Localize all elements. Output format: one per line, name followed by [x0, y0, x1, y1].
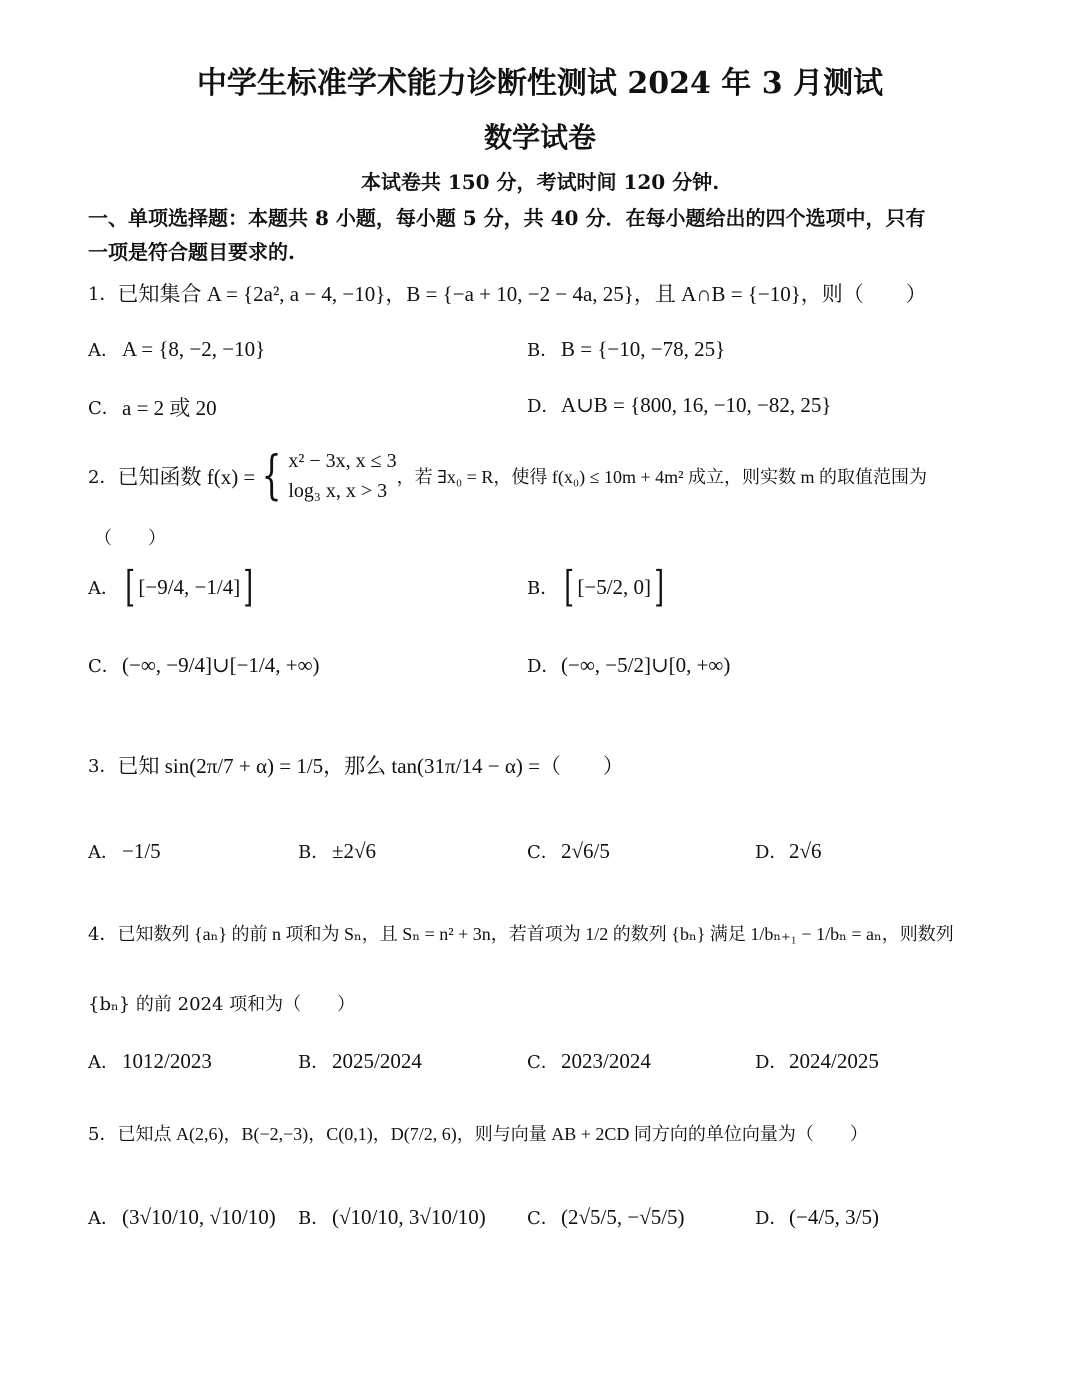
- q4-option-a-text: 1012/2023: [122, 1048, 212, 1073]
- question-4: [88, 920, 954, 946]
- exam-subtitle: 数学试卷: [483, 121, 596, 154]
- q2-option-c-text: (−∞, −9/4]∪[−1/4, +∞): [122, 652, 320, 677]
- option-label: B．: [527, 578, 559, 599]
- section-heading-line2: 一项是符合题目要求的.: [88, 240, 295, 264]
- option-label: C．: [527, 1208, 559, 1229]
- option-label: D．: [755, 1208, 788, 1229]
- question-4-stem: 已知数列 {aₙ} 的前 n 项和为 Sₙ，且 Sₙ = n² + 3n，若首项为 1/2 的数列 {bₙ} 满足 1/bₙ₊₁ − 1/bₙ = aₙ，则数列: [117, 924, 954, 944]
- q4-option-c[interactable]: [527, 1048, 651, 1074]
- q3-option-a[interactable]: [88, 838, 161, 864]
- case-1: x² − 3x, x ≤ 3: [288, 450, 397, 472]
- piecewise-cases: [288, 446, 396, 506]
- q3-option-d-text: 2√6: [789, 838, 822, 863]
- question-3-stem: 已知 sin(2π/7 + α) = 1/5，那么 tan(31π/14 − α) =（ ）: [117, 754, 624, 778]
- q3-option-b[interactable]: [298, 838, 376, 864]
- q2-option-b[interactable]: [527, 562, 667, 611]
- section-heading-line1: 一、单项选择题：本题共 8 小题，每小题 5 分，共 40 分．在每小题给出的四个选项中，只有: [88, 206, 926, 230]
- q5-option-a[interactable]: [88, 1204, 276, 1230]
- option-label: A．: [88, 1052, 119, 1073]
- q2-option-b-text: [−5/2, 0]: [577, 574, 652, 599]
- question-2-stem-part1: 已知函数 f(x) =: [117, 465, 256, 489]
- bracket-icon: [: [125, 562, 136, 611]
- option-label: D．: [527, 656, 560, 677]
- option-label: B．: [527, 340, 559, 361]
- question-5-number: 5．: [88, 1124, 118, 1145]
- question-1-number: 1．: [88, 284, 118, 305]
- option-label: A．: [88, 842, 119, 863]
- cases-brace: {: [261, 446, 282, 506]
- option-label: D．: [755, 842, 788, 863]
- q1-option-b[interactable]: [527, 336, 725, 362]
- q1-option-d[interactable]: [527, 392, 831, 418]
- q2-option-c[interactable]: [88, 652, 320, 678]
- option-label: C．: [88, 656, 120, 677]
- q3-option-c[interactable]: [527, 838, 610, 864]
- q3-option-c-text: 2√6/5: [561, 838, 610, 863]
- q4-option-b[interactable]: [298, 1048, 422, 1074]
- q4-option-d[interactable]: [755, 1048, 879, 1074]
- question-1: [88, 278, 927, 308]
- q1-option-a-text: A = {8, −2, −10}: [122, 336, 266, 361]
- q2-option-a-text: [−9/4, −1/4]: [138, 574, 241, 599]
- q5-option-b-text: (√10/10, 3√10/10): [332, 1204, 486, 1229]
- q2-option-d[interactable]: [527, 652, 730, 678]
- option-label: D．: [755, 1052, 788, 1073]
- q5-option-a-text: (3√10/10, √10/10): [122, 1204, 276, 1229]
- option-label: B．: [298, 1052, 330, 1073]
- q4-option-b-text: 2025/2024: [332, 1048, 422, 1073]
- q1-option-c-text: a = 2 或 20: [122, 396, 217, 420]
- q1-option-d-text: A∪B = {800, 16, −10, −82, 25}: [561, 392, 832, 417]
- question-2-stem-part2: ，若 ∃x₀ = R，使得 f(x₀) ≤ 10m + 4m² 成立，则实数 m 的取值范围为: [396, 467, 928, 487]
- bracket-icon: ]: [243, 562, 254, 611]
- case-2: log₃ x, x > 3: [288, 480, 388, 502]
- q2-option-a[interactable]: [88, 562, 257, 611]
- bracket-icon: ]: [654, 562, 665, 611]
- option-label: B．: [298, 1208, 330, 1229]
- q1-option-a[interactable]: [88, 336, 265, 362]
- q4-option-d-text: 2024/2025: [789, 1048, 879, 1073]
- exam-info: 本试卷共 150 分，考试时间 120 分钟.: [360, 170, 720, 194]
- q5-option-b[interactable]: [298, 1204, 486, 1230]
- question-5-stem: 已知点 A(2,6)，B(−2,−3)，C(0,1)，D(7/2, 6)，则与向量 AB + 2CD 同方向的单位向量为（ ）: [117, 1124, 868, 1144]
- option-label: A．: [88, 578, 119, 599]
- question-2: [88, 446, 927, 506]
- q5-option-d[interactable]: [755, 1204, 879, 1230]
- exam-title: 中学生标准学术能力诊断性测试 2024 年 3 月测试: [196, 66, 884, 101]
- bracket-icon: [: [564, 562, 575, 611]
- question-3: [88, 750, 624, 780]
- option-label: A．: [88, 340, 119, 361]
- q5-option-d-text: (−4/5, 3/5): [789, 1204, 879, 1229]
- option-label: A．: [88, 1208, 119, 1229]
- option-label: C．: [527, 1052, 559, 1073]
- q4-option-a[interactable]: [88, 1048, 212, 1074]
- question-4-number: 4．: [88, 924, 118, 945]
- q5-option-c-text: (2√5/5, −√5/5): [561, 1204, 685, 1229]
- q3-option-b-text: ±2√6: [332, 838, 377, 863]
- option-label: D．: [527, 396, 560, 417]
- option-label: C．: [88, 398, 120, 419]
- q3-option-a-text: −1/5: [122, 838, 161, 863]
- q1-option-b-text: B = {−10, −78, 25}: [561, 336, 726, 361]
- q1-option-c[interactable]: [88, 392, 217, 422]
- q3-option-d[interactable]: [755, 838, 822, 864]
- question-3-number: 3．: [88, 756, 118, 777]
- q4-option-c-text: 2023/2024: [561, 1048, 651, 1073]
- q2-option-d-text: (−∞, −5/2]∪[0, +∞): [561, 652, 731, 677]
- question-2-paren: （ ）: [94, 528, 166, 549]
- option-label: B．: [298, 842, 330, 863]
- question-4-line2: {bₙ} 的前 2024 项和为（ ）: [88, 994, 356, 1015]
- q5-option-c[interactable]: [527, 1204, 685, 1230]
- question-2-number: 2．: [88, 467, 118, 488]
- option-label: C．: [527, 842, 559, 863]
- question-5: [88, 1120, 868, 1146]
- question-1-stem: 已知集合 A = {2a², a − 4, −10}，B = {−a + 10, −2 − 4a, 25}，且 A∩B = {−10}，则（ ）: [117, 282, 927, 306]
